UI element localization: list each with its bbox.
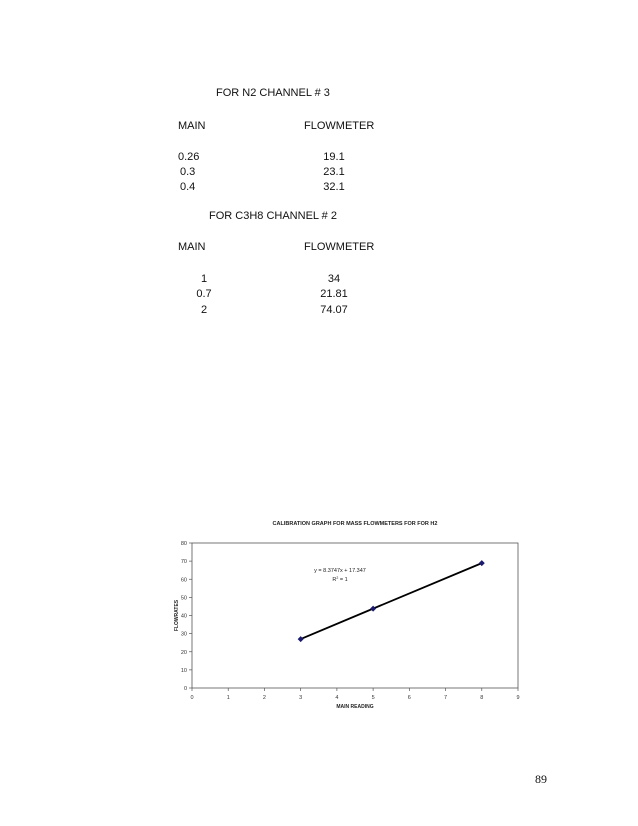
trendline-equation: y = 8.3747x + 17.347 xyxy=(314,568,366,574)
table-cell-flowmeter: 34 xyxy=(327,273,341,285)
page-number: 89 xyxy=(535,772,547,786)
x-tick-label: 1 xyxy=(226,695,230,701)
column-header-main: MAIN xyxy=(178,120,206,132)
table-cell-main: 0.7 xyxy=(196,288,212,300)
table-cell-main: 2 xyxy=(200,304,208,316)
column-header-main: MAIN xyxy=(178,241,206,253)
table-cell-main: 0.3 xyxy=(180,166,196,178)
x-tick-label: 8 xyxy=(480,695,484,701)
x-tick-label: 7 xyxy=(444,695,448,701)
table-cell-flowmeter: 74.07 xyxy=(320,304,348,316)
table-cell-flowmeter: 23.1 xyxy=(323,166,345,178)
x-tick-label: 9 xyxy=(516,695,520,701)
y-tick-label: 20 xyxy=(180,649,187,656)
table-cell-main: 0.4 xyxy=(180,181,196,193)
x-tick-label: 5 xyxy=(371,695,375,701)
table-cell-flowmeter: 32.1 xyxy=(323,181,345,193)
x-tick-label: 4 xyxy=(335,695,339,701)
table-cell-flowmeter: 19.1 xyxy=(323,151,345,163)
y-tick-label: 10 xyxy=(180,667,187,674)
section-title-n2: FOR N2 CHANNEL # 3 xyxy=(216,87,330,99)
y-axis-label: FLOWRATES xyxy=(174,599,180,632)
y-tick-label: 60 xyxy=(180,577,187,584)
x-tick-label: 2 xyxy=(262,695,266,701)
y-tick-label: 40 xyxy=(180,613,187,620)
y-tick-label: 80 xyxy=(180,541,187,547)
y-tick-label: 0 xyxy=(183,686,187,692)
x-tick-label: 3 xyxy=(299,695,303,701)
column-header-flowmeter: FLOWMETER xyxy=(304,120,375,132)
x-tick-label: 6 xyxy=(407,695,411,701)
y-tick-label: 30 xyxy=(180,631,187,638)
table-cell-flowmeter: 21.81 xyxy=(320,288,348,300)
y-tick-label: 70 xyxy=(180,559,187,566)
y-tick-label: 50 xyxy=(180,595,187,602)
chart-title: CALIBRATION GRAPH FOR MASS FLOWMETERS FOR FOR H2 xyxy=(272,521,438,527)
table-cell-main: 0.26 xyxy=(178,151,200,163)
trendline-r-squared: $R^2 = 1$ xyxy=(332,576,348,583)
x-tick-label: 0 xyxy=(190,695,194,701)
table-cell-main: 1 xyxy=(200,273,208,285)
x-axis-label: MAIN READING xyxy=(336,704,374,710)
column-header-flowmeter: FLOWMETER xyxy=(304,241,375,253)
section-title-c3h8: FOR C3H8 CHANNEL # 2 xyxy=(209,210,337,222)
